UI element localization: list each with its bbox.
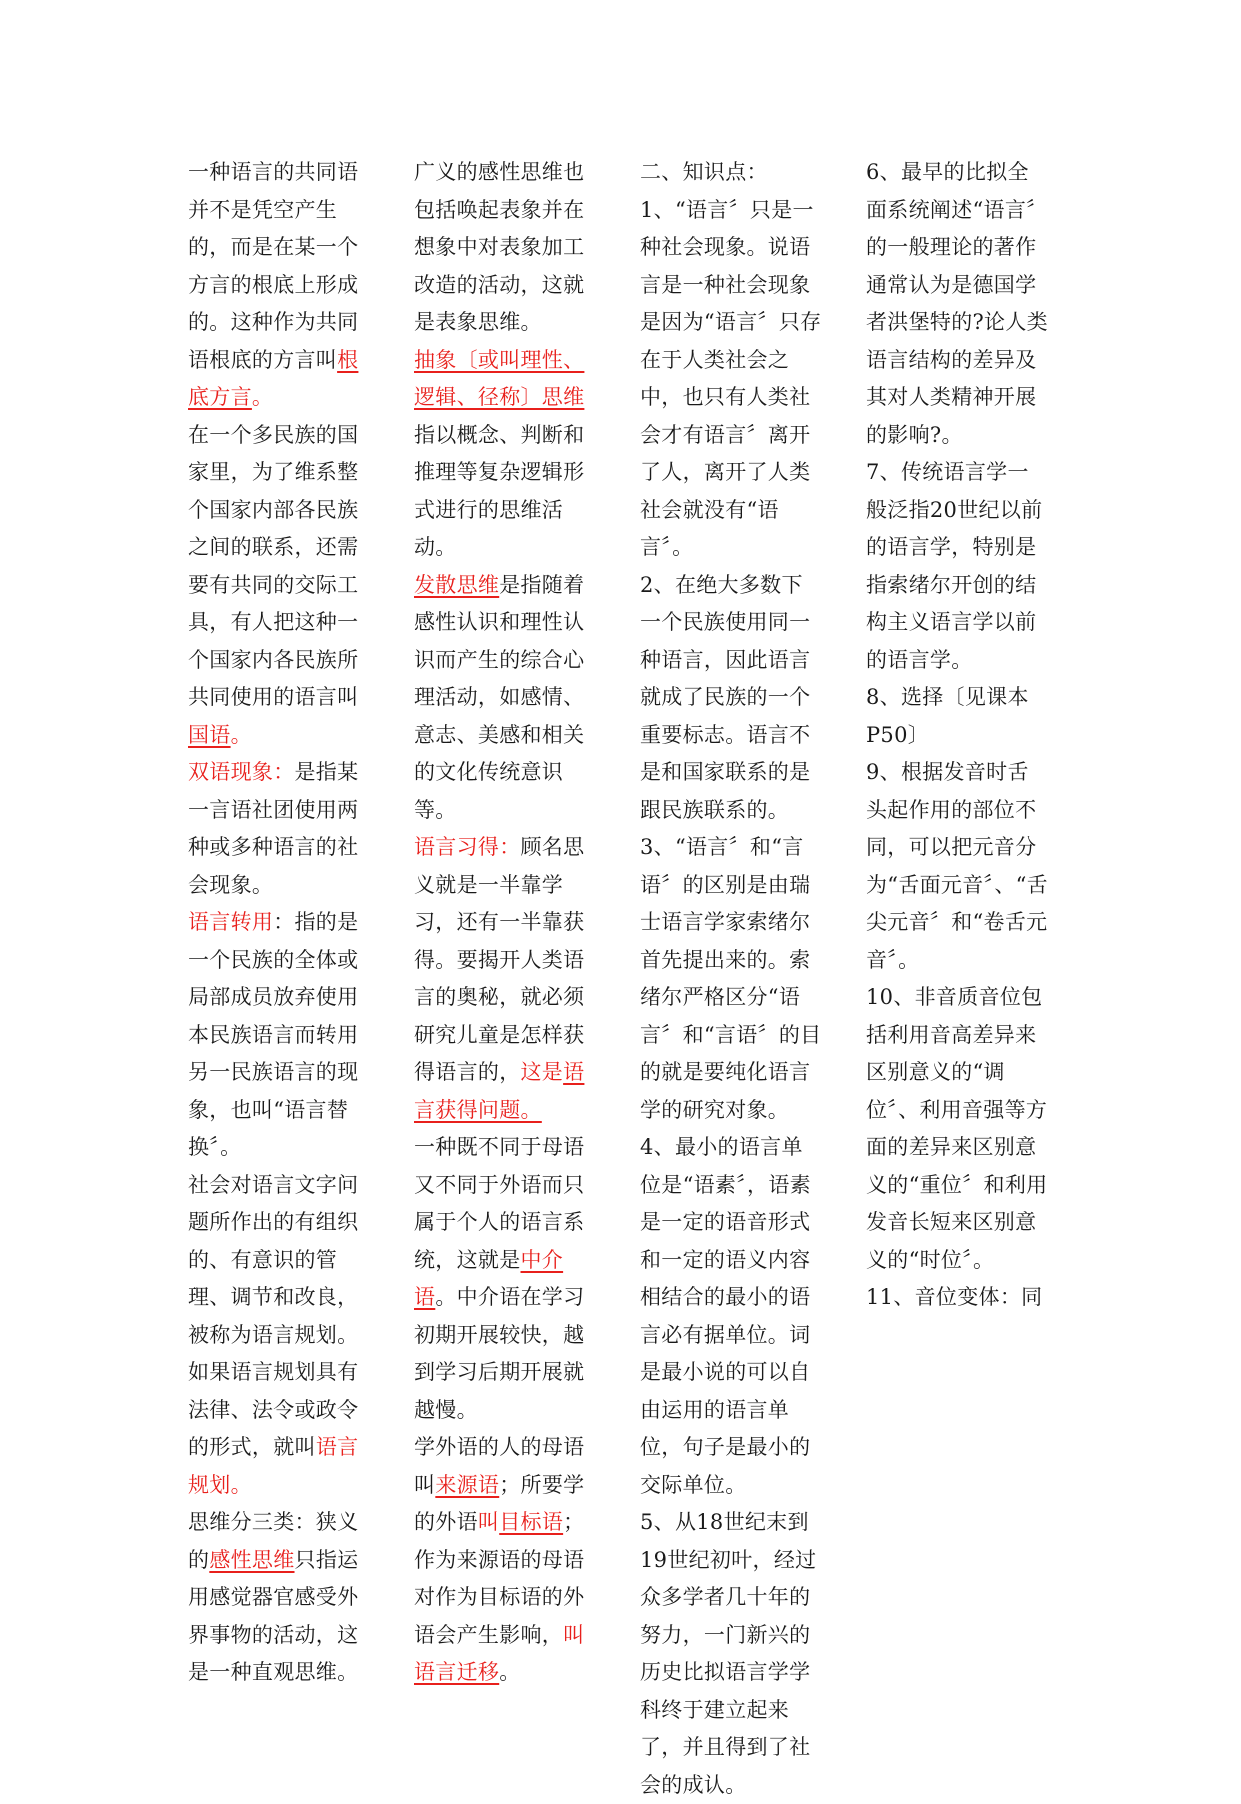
- paragraph: [188, 154, 370, 417]
- text-run: 一种语言的共同语并不是凭空产生的，而是在某一个方言的根底上形成的。这种作为共同语根底的方言叫: [188, 160, 359, 372]
- paragraph: [866, 979, 1048, 1279]
- highlighted-term: 语言规划: [188, 1435, 359, 1497]
- highlighted-term: 。: [230, 722, 252, 747]
- paragraph: [640, 567, 822, 830]
- text-column-2: [414, 154, 596, 1692]
- paragraph: [866, 1279, 1048, 1317]
- text-run: 广义的感性思维也包括唤起表象并在想象中对表象加工改造的活动，这就是表象思维。: [414, 160, 585, 334]
- highlighted-term: 来源语: [435, 1472, 500, 1497]
- highlighted-term: 目标语: [499, 1510, 564, 1534]
- paragraph: [414, 829, 596, 1129]
- paragraph: [414, 1429, 596, 1692]
- highlighted-term: 语言获得问题。: [414, 1060, 585, 1122]
- text-run: 思维分三类：狭义的: [188, 1510, 359, 1572]
- text-run: 。中介语在学习初期开展较快，越到学习后期开展就越慢。: [414, 1285, 585, 1422]
- paragraph: [188, 754, 370, 904]
- paragraph: [640, 1129, 822, 1504]
- text-run: 5、从18世纪末到19世纪初叶，经过众多学者几十年的努力，一门新兴的历史比拟语言学学科终于建立起来了，并且得到了社会的成认。: [640, 1510, 817, 1797]
- text-column-3: [640, 154, 822, 1804]
- paragraph: [414, 154, 596, 342]
- highlighted-term: 这是: [520, 1060, 564, 1084]
- highlighted-term: 。: [251, 385, 274, 409]
- text-run: 顾名思义就是一半靠学习，还有一半靠获得。要揭开人类语言的奥秘，就必须研究儿童是怎样获得语言的，: [414, 835, 585, 1084]
- text-run: ；作为来源语的母语对作为目标语的外语会产生影响，: [414, 1510, 585, 1647]
- text-run: 4、最小的语言单位是“语素〞，语素是一定的语音形式和一定的语义内容相结合的最小的语言必有据单位。词是最小说的可以自由运用的语言单位，句子是最小的交际单位。: [640, 1135, 811, 1497]
- paragraph: [640, 154, 822, 192]
- text-run: 6、最早的比拟全面系统阐述“语言〞的一般理论的著作通常认为是德国学者洪堡特的?论人类语言结构的差异及其对人类精神开展的影响?。: [866, 160, 1048, 447]
- text-run: 9、根据发音时舌头起作用的部位不同，可以把元音分为“舌面元音〞、“舌尖元音〞和“卷舌元音〞。: [866, 760, 1048, 972]
- text-run: 二、知识点：: [640, 160, 768, 184]
- highlighted-term: 发散思维: [414, 572, 500, 597]
- text-run: 学外语的人的母语叫: [414, 1435, 585, 1497]
- text-run: 2、在绝大多数下一个民族使用同一种语言，因此语言就成了民族的一个重要标志。语言不是和国家联系的是跟民族联系的。: [640, 572, 811, 822]
- highlighted-term: 。: [230, 1472, 252, 1497]
- text-run: 是指随着感性认识和理性认识而产生的综合心理活动，如感情、意志、美感和相关的文化传统意识等。: [414, 572, 585, 822]
- text-run: 1、“语言〞只是一种社会现象。说语言是一种社会现象是因为“语言〞只存在于人类社会之中，也只有人类社会才有语言〞离开了人，离开了人类社会就没有“语言〞。: [640, 197, 822, 559]
- highlighted-term: 双语现象：: [188, 760, 295, 784]
- paragraph: [866, 754, 1048, 979]
- text-run: 7、传统语言学一般泛指20世纪以前的语言学，特别是指索绪尔开创的结构主义语言学以前的语言学。: [866, 460, 1043, 672]
- highlighted-term: 语言转用: [188, 910, 274, 934]
- paragraph: [640, 192, 822, 567]
- text-run: 一种既不同于母语又不同于外语而只属于个人的语言系统，这就是: [414, 1135, 585, 1272]
- text-run: 8、选择〔见课本P50〕: [866, 685, 1029, 747]
- highlighted-term: 国语: [188, 722, 231, 747]
- paragraph: [866, 154, 1048, 454]
- highlighted-term: 语言习得：: [414, 835, 521, 859]
- paragraph: [640, 829, 822, 1129]
- paragraph: [188, 1167, 370, 1505]
- paragraph: [188, 904, 370, 1167]
- text-run: ；所要学的外语: [414, 1472, 585, 1534]
- text-run: 10、非音质音位包括利用音高差异来区别意义的“调位〞、利用音强等方面的差异来区别意义的“重位〞和利用发音长短来区别意义的“时位〞。: [866, 985, 1048, 1272]
- text-column-4: [866, 154, 1048, 1317]
- paragraph: [188, 1504, 370, 1692]
- paragraph: [414, 567, 596, 830]
- paragraph: [866, 679, 1048, 754]
- text-run: 社会对语言文字问题所作出的有组织的、有意识的管理、调节和改良，被称为语言规划。如果语言规划具有法律、法令或政令的形式，就叫: [188, 1172, 359, 1459]
- highlighted-term: 语言迁移: [414, 1660, 500, 1684]
- text-run: 只指运用感觉器官感受外界事物的活动，这是一种直观思维。: [188, 1547, 359, 1684]
- highlighted-term: 抽象〔或叫理性、逻辑、径称〕思维: [414, 347, 585, 409]
- highlighted-term: 中介语: [414, 1247, 564, 1309]
- paragraph: [188, 417, 370, 755]
- text-run: 。: [499, 1660, 521, 1684]
- text-run: 3、“语言〞和“言语〞的区别是由瑞士语言学家索绪尔首先提出来的。索绪尔严格区分“语言〞和“言语〞的目的就是要纯化语言学的研究对象。: [640, 835, 822, 1122]
- highlighted-term: 叫: [477, 1510, 500, 1534]
- text-run: ：指的是一个民族的全体或局部成员放弃使用本民族语言而转用另一民族语言的现象，也叫“语言替换〞。: [188, 910, 359, 1159]
- text-run: 11、音位变体：同: [866, 1285, 1043, 1309]
- paragraph: [414, 1129, 596, 1429]
- text-column-1: [188, 154, 370, 1692]
- text-run: 指以概念、判断和推理等复杂逻辑形式进行的思维活动。: [414, 422, 585, 559]
- highlighted-term: 感性思维: [209, 1547, 295, 1572]
- paragraph: [640, 1504, 822, 1804]
- text-run: 在一个多民族的国家里，为了维系整个国家内部各民族之间的联系，还需要有共同的交际工具，有人把这种一个国家内各民族所共同使用的语言叫: [188, 422, 359, 709]
- paragraph: [414, 342, 596, 567]
- highlighted-term: 叫: [563, 1622, 585, 1647]
- paragraph: [866, 454, 1048, 679]
- text-run: 是指某一言语社团使用两种或多种语言的社会现象。: [188, 760, 359, 897]
- highlighted-term: 根底方言: [188, 347, 359, 409]
